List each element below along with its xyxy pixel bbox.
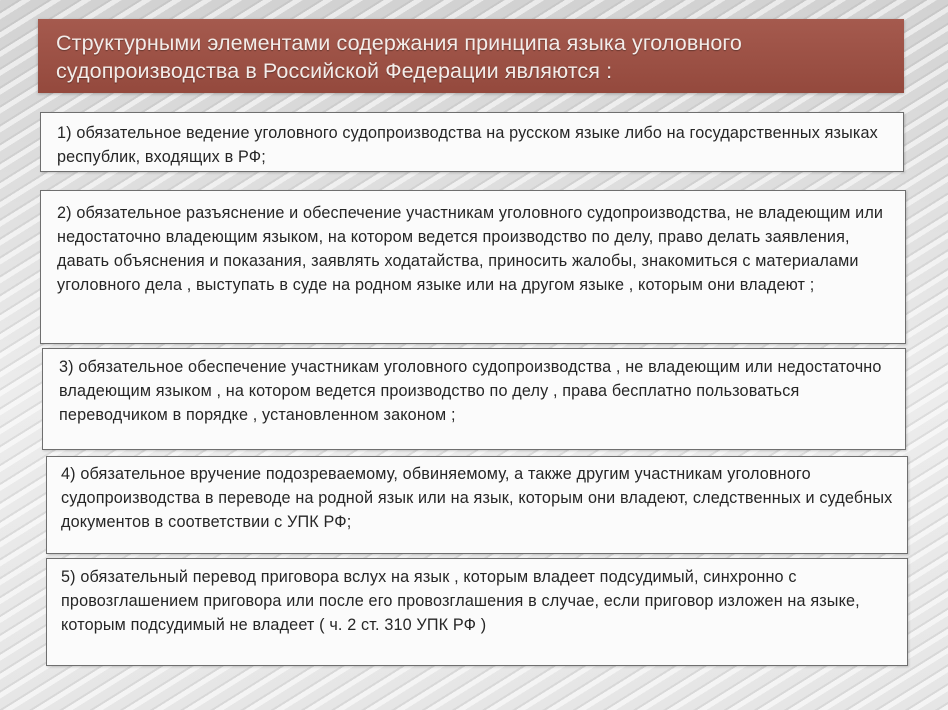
list-item-5 [46,558,908,666]
list-item-text: 1) обязательное ведение уголовного судопроизводства на русском языке либо на государственных языках республик, входящих в РФ; [57,124,878,166]
list-item-1 [40,112,904,172]
list-item-text: 4) обязательное вручение подозреваемому, обвиняемому, а также другим участникам уголовного судопроизводства в переводе на родной язык или на язык, которым они владеют, следственных и судебных документов в соответствии с УПК РФ; [61,465,893,531]
list-item-text: 3) обязательное обеспечение участникам уголовного судопроизводства , не владеющим или недостаточно владеющим языком , на котором ведется производство по делу , права бесплатно пользоваться переводчиком в порядке , установленном законом ; [59,358,882,424]
list-item-3 [42,348,906,450]
list-item-text: 2) обязательное разъяснение и обеспечение участникам уголовного судопроизводства, не владеющим или недостаточно владеющим языком, на котором ведется производство по делу, право делать заявления, давать объяснения и показания, заявлять ходатайства, приносить жалобы, знакомиться с материалами уголовного дела , выступать в суде на родном языке или на другом языке , которым они владеют ; [57,204,884,294]
list-item-4 [46,456,908,554]
list-item-2 [40,190,906,344]
slide-title: Структурными элементами содержания принципа языка уголовного судопроизводства в Российской Федерации являются : [56,31,742,83]
title-banner [38,19,904,93]
list-item-text: 5) обязательный перевод приговора вслух на язык , которым владеет подсудимый, синхронно с провозглашением приговора или после его провозглашения в случае, если приговор изложен на языке, которым подсудимый не владеет ( ч. 2 ст. 310 УПК РФ ) [61,568,860,634]
